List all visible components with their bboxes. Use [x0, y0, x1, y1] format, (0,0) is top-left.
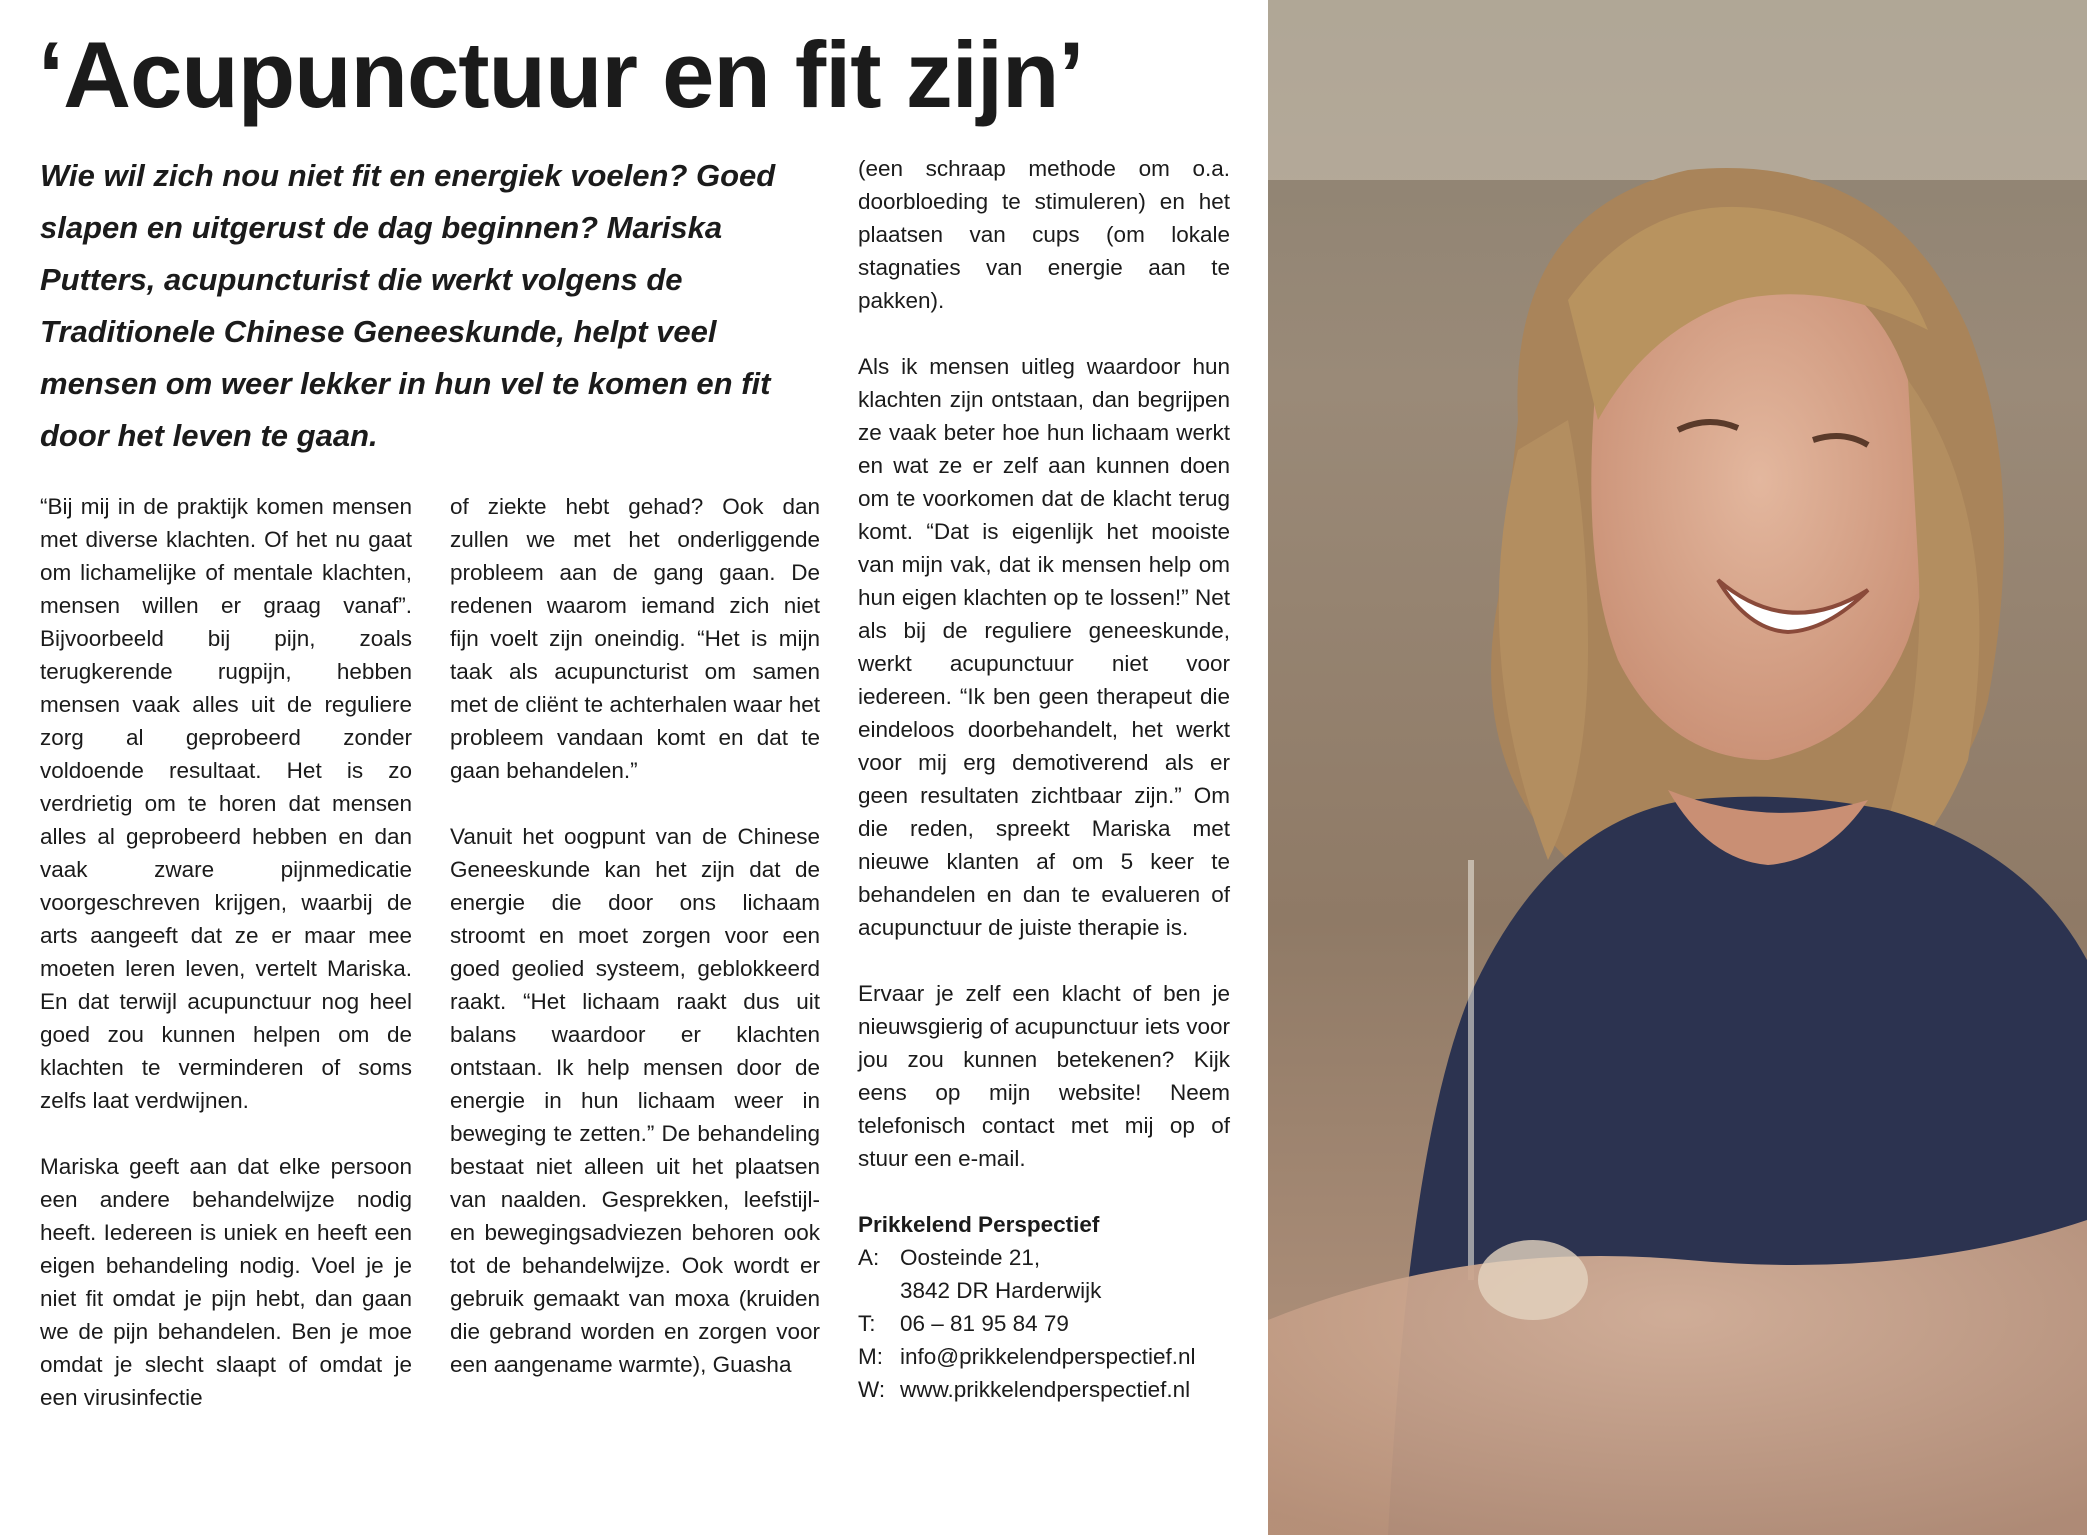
company-name: Prikkelend Perspectief [858, 1212, 1100, 1237]
contact-label: A: [858, 1245, 880, 1270]
acupuncture-needle [1468, 860, 1474, 1280]
article-title: ‘Acupunctuur en fit zijn’ [38, 22, 1084, 127]
paragraph: Mariska geeft aan dat elke persoon een andere behandelwijze nodig heeft. Iedereen is uniek en heeft een eigen behandeling nodig. Voel je je niet fit omdat je pijn hebt, dan gaan we de pijn behandelen. Ben je moe omdat je slecht slaapt of omdat je een virusinfectie [40, 1154, 412, 1410]
article-intro: Wie wil zich nou niet fit en energiek voelen? Goed slapen en uitgerust de dag beginnen? Mariska Putters, acupuncturist die werkt volgens de Traditionele Chinese Geneeskunde, helpt veel mensen om weer lekker in hun vel te komen en fit door het leven te gaan. [40, 158, 776, 453]
contact-phone [858, 1307, 1230, 1340]
contact-web [858, 1373, 1230, 1406]
email-link[interactable]: info@prikkelendperspectief.nl [900, 1344, 1196, 1369]
contact-block [858, 1208, 1230, 1406]
article-column-2 [450, 490, 820, 1381]
contact-label: M: [858, 1344, 883, 1369]
paragraph: Als ik mensen uitleg waardoor hun klachten zijn ontstaan, dan begrijpen ze vaak beter hoe hun lichaam werkt en wat ze er zelf aan kunnen doen om te voorkomen dat de klacht terug komt. “Dat is eigenlijk het mooiste van mijn vak, dat ik mensen help om hun eigen klachten op te lossen!” Net als bij de reguliere geneeskunde, werkt acupunctuur niet voor iedereen. “Ik ben geen therapeut die eindeloos doorbehandelt, het werkt voor mij erg demotiverend als er geen resultaten zichtbaar zijn.” Om die reden, spreekt Mariska met nieuwe klanten af om 5 keer te behandelen en dan te evalueren of acupunctuur de juiste therapie is. [858, 354, 1230, 940]
phone-number[interactable]: 06 – 81 95 84 79 [900, 1311, 1069, 1336]
paragraph: Ervaar je zelf een klacht of ben je nieuwsgierig of acupunctuur iets voor jou zou kunnen betekenen? Kijk eens op mijn website! Neem telefonisch contact met mij op of stuur een e-mail. [858, 981, 1230, 1171]
paragraph: (een schraap methode om o.a. doorbloeding te stimuleren) en het plaatsen van cups (om lokale stagnaties van energie aan te pakken). [858, 156, 1230, 313]
portrait-photo [1268, 0, 2087, 1535]
contact-label: T: [858, 1311, 876, 1336]
moxa-cone [1478, 1240, 1588, 1320]
contact-label: W: [858, 1377, 886, 1402]
address-line-1: Oosteinde 21, [900, 1245, 1041, 1270]
ceiling-light [1268, 0, 2087, 180]
paragraph: “Bij mij in de praktijk komen mensen met diverse klachten. Of het nu gaat om lichamelijke of mentale klachten, mensen willen er graag vanaf”. Bijvoorbeeld bij pijn, zoals terugkerende rugpijn, hebben mensen vaak alles uit de reguliere zorg al geprobeerd zonder voldoende resultaat. Het is zo verdrietig om te horen dat mensen alles al geprobeerd hebben en dan vaak zware pijnmedicatie voorgeschreven krijgen, waarbij de arts aangeeft dat ze er maar mee moeten leren leven, vertelt Mariska. En dat terwijl acupunctuur nog heel goed zou kunnen helpen om de klachten te verminderen of soms zelfs laat verdwijnen. [40, 494, 412, 1113]
paragraph: Vanuit het oogpunt van de Chinese Geneeskunde kan het zijn dat de energie die door ons lichaam stroomt en moet zorgen voor een goed geolied systeem, geblokkeerd raakt. “Het lichaam raakt dus uit balans waardoor er klachten ontstaan. Ik help mensen door de energie in hun lichaam weer in beweging te zetten.” De behandeling bestaat niet alleen uit het plaatsen van naalden. Gesprekken, leefstijl- en bewegingsadviezen behoren ook tot de behandelwijze. Ook wordt er gebruik gemaakt van moxa (kruiden die gebrand worden en zorgen voor een aangename warmte), Guasha [450, 824, 820, 1377]
contact-address [858, 1241, 1230, 1274]
contact-mail [858, 1340, 1230, 1373]
article-column-3 [858, 152, 1230, 1406]
article-column-1 [40, 490, 412, 1414]
portrait-illustration [1268, 0, 2087, 1535]
website-link[interactable]: www.prikkelendperspectief.nl [900, 1377, 1191, 1402]
address-line-2: 3842 DR Harderwijk [900, 1278, 1102, 1303]
paragraph: of ziekte hebt gehad? Ook dan zullen we met het onderliggende probleem aan de gang gaan. De redenen waarom iemand zich niet fijn voelt zijn oneindig. “Het is mijn taak als acupuncturist om samen met de cliënt te achterhalen waar het probleem vandaan komt en dat te gaan behandelen.” [450, 494, 820, 783]
